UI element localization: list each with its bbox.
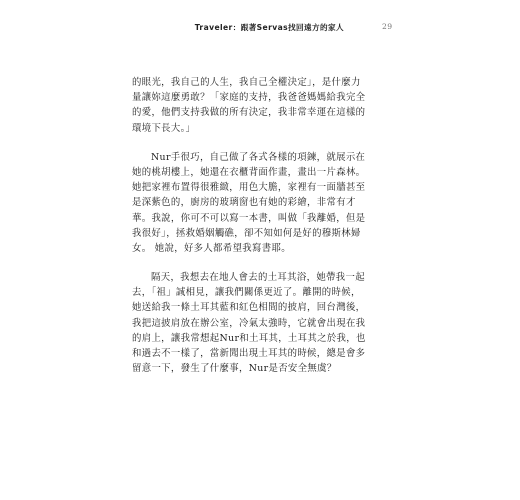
text-line: 我把這披肩放在辦公室，冷氣太強時，它就會出現在我 bbox=[132, 317, 366, 329]
text-line: 華。我說，你可不可以寫一本書，叫做「我離婚，但是 bbox=[132, 212, 366, 224]
text-line: 她把家裡布置得很雅緻，用色大膽，家裡有一面牆甚至 bbox=[132, 182, 366, 194]
text-line: 環境下長大。」 bbox=[132, 122, 196, 134]
text-line: 隔天，我想去在地人會去的土耳其浴，她帶我一起 bbox=[151, 272, 365, 284]
chapter-title: Traveler：跟著Servas找回遠方的家人 bbox=[194, 23, 344, 32]
text-line: 的眼光，我自己的人生，我自己全權決定」，是什麼力 bbox=[132, 77, 361, 88]
page-number: 29 bbox=[382, 22, 393, 31]
text-line: 我很好」，拯救婚姻觸礁，卻不知如何是好的穆斯林婦 bbox=[132, 227, 361, 239]
text-line: 留意一下，發生了什麼事，Nur是否安全無虞？ bbox=[132, 363, 337, 375]
paragraph-spacer bbox=[132, 136, 348, 150]
running-header bbox=[0, 22, 520, 36]
paragraph bbox=[132, 150, 366, 256]
text-line: 的愛，他們支持我做的所有決定，我非常幸運在這樣的 bbox=[132, 107, 366, 119]
text-line: 她的桃胡樓上，她還在衣櫃背面作畫，畫出一片森林。 bbox=[132, 166, 366, 178]
text-line: 她送給我一條土耳其藍和紅色相間的披肩，回台灣後， bbox=[132, 302, 366, 314]
text-line: 和過去不一樣了，當新聞出現土耳其的時候，總是會多 bbox=[132, 348, 366, 359]
text-line: 去，「祖」誠相見，讓我們關係更近了。離開的時候， bbox=[132, 287, 361, 299]
paragraph bbox=[132, 75, 366, 136]
text-line: Nur手很巧，自己做了各式各樣的項鍊，就展示在 bbox=[151, 151, 366, 163]
text-line: 量讓妳這麼勇敢？「家庭的支持，我爸爸媽媽給我完全 bbox=[132, 92, 366, 104]
text-line: 女。 她說，好多人都希望我寫書耶。 bbox=[132, 242, 291, 254]
paragraph-spacer bbox=[132, 256, 348, 270]
text-line: 是深紫色的，廚房的玻璃窗也有她的彩繪，非常有才 bbox=[132, 197, 356, 209]
paragraph bbox=[132, 270, 366, 376]
text-line: 的肩上，讓我常想起Nur和土耳其，土耳其之於我，也 bbox=[132, 332, 366, 344]
body-text bbox=[132, 75, 366, 376]
